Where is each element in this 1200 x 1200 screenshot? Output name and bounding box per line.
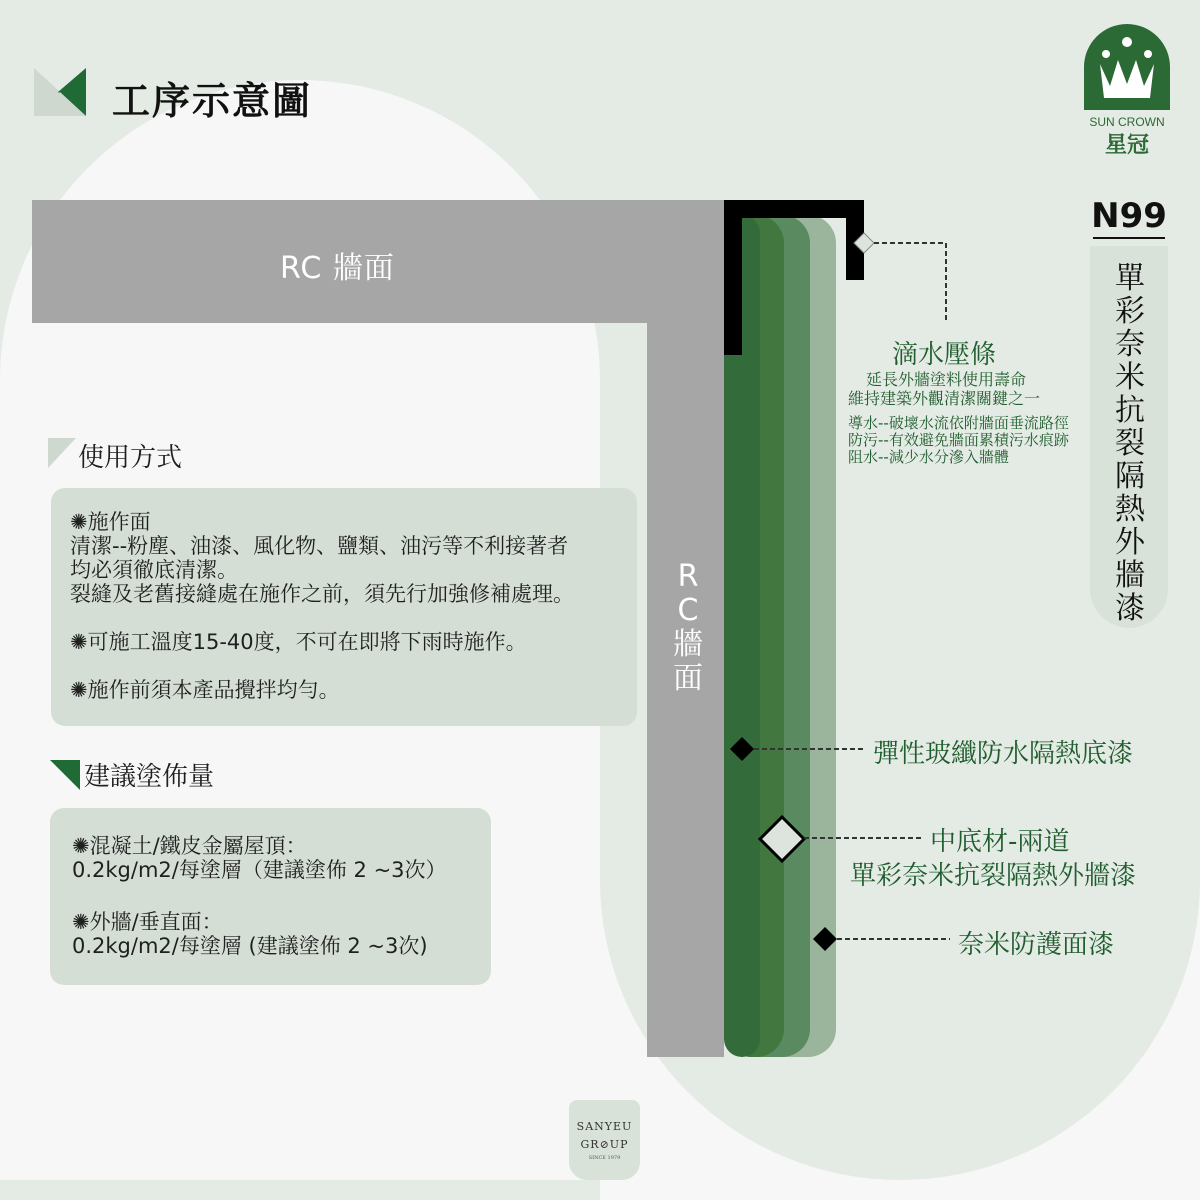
- coverage-text-wall: ✺外牆/垂直面： 0.2kg/m2/每塗層 (建議塗佈 2 ~3次): [72, 910, 428, 958]
- usage-heading-triangle-icon: [48, 438, 76, 468]
- footer-brand-since: SINCE 1979: [588, 1155, 621, 1161]
- brand-name-zh: 星冠: [1104, 133, 1150, 156]
- usage-text-stir: ✺施作前須本產品攪拌均勻。: [70, 678, 340, 702]
- product-name-vertical: 單彩奈米抗裂隔熱外牆漆: [1115, 261, 1145, 626]
- drip-strip-desc-2: 維持建築外觀清潔關鍵之一: [848, 389, 1041, 408]
- rc-wall-side-label: RC牆面: [673, 559, 703, 696]
- usage-box: [51, 488, 637, 726]
- midcoat-marker-icon: [760, 817, 804, 861]
- drip-strip-note-2: 防污--有效避免牆面累積污水痕跡: [848, 431, 1069, 449]
- primer-layer-label: 彈性玻纖防水隔熱底漆: [873, 739, 1134, 769]
- footer-brand-line-2: GR⊘UP: [580, 1138, 629, 1151]
- product-code: N99: [1091, 196, 1167, 236]
- topcoat-layer-label: 奈米防護面漆: [958, 930, 1115, 960]
- coverage-heading-triangle-icon: [50, 760, 80, 790]
- coverage-box: [50, 808, 491, 985]
- brand-name-en: SUN CROWN: [1089, 115, 1165, 129]
- sun-crown-logo-icon: [1082, 24, 1172, 156]
- drip-strip-note-1: 導水--破壞水流依附牆面垂流路徑: [848, 414, 1069, 432]
- midcoat-layer-label-1: 中底材-兩道: [930, 827, 1070, 857]
- drip-strip-note-3: 阻水--減少水分滲入牆體: [848, 448, 1009, 466]
- footer-brand-line-1: SANYEU: [576, 1120, 633, 1133]
- drip-strip-top: [724, 200, 864, 218]
- usage-text-surface: ✺施作面 清潔--粉塵、油漆、風化物、鹽類、油污等不利接著者 均必須徹底清潔。 裂縫及老舊接縫處在施作之前，須先行加強修補處理。: [70, 510, 574, 606]
- title-triangle-icon: [34, 68, 88, 116]
- primer-marker-icon: [730, 737, 754, 761]
- drip-strip-title: 滴水壓條: [892, 340, 997, 370]
- page-title: 工序示意圖: [112, 79, 313, 123]
- usage-text-temperature: ✺可施工溫度15-40度，不可在即將下雨時施作。: [70, 630, 527, 654]
- rc-wall-top-label: RC 牆面: [280, 251, 395, 286]
- coverage-heading: 建議塗佈量: [84, 762, 215, 792]
- coverage-text-roof: ✺混凝土/鐵皮金屬屋頂： 0.2kg/m2/每塗層（建議塗佈 2 ~3次）: [72, 834, 447, 882]
- drip-strip-desc-1: 延長外牆塗料使用壽命: [866, 370, 1027, 389]
- midcoat-layer-label-2: 單彩奈米抗裂隔熱外牆漆: [850, 861, 1137, 891]
- usage-heading: 使用方式: [78, 443, 183, 473]
- sanyeu-group-logo: [569, 1100, 640, 1180]
- topcoat-marker-icon: [813, 927, 837, 951]
